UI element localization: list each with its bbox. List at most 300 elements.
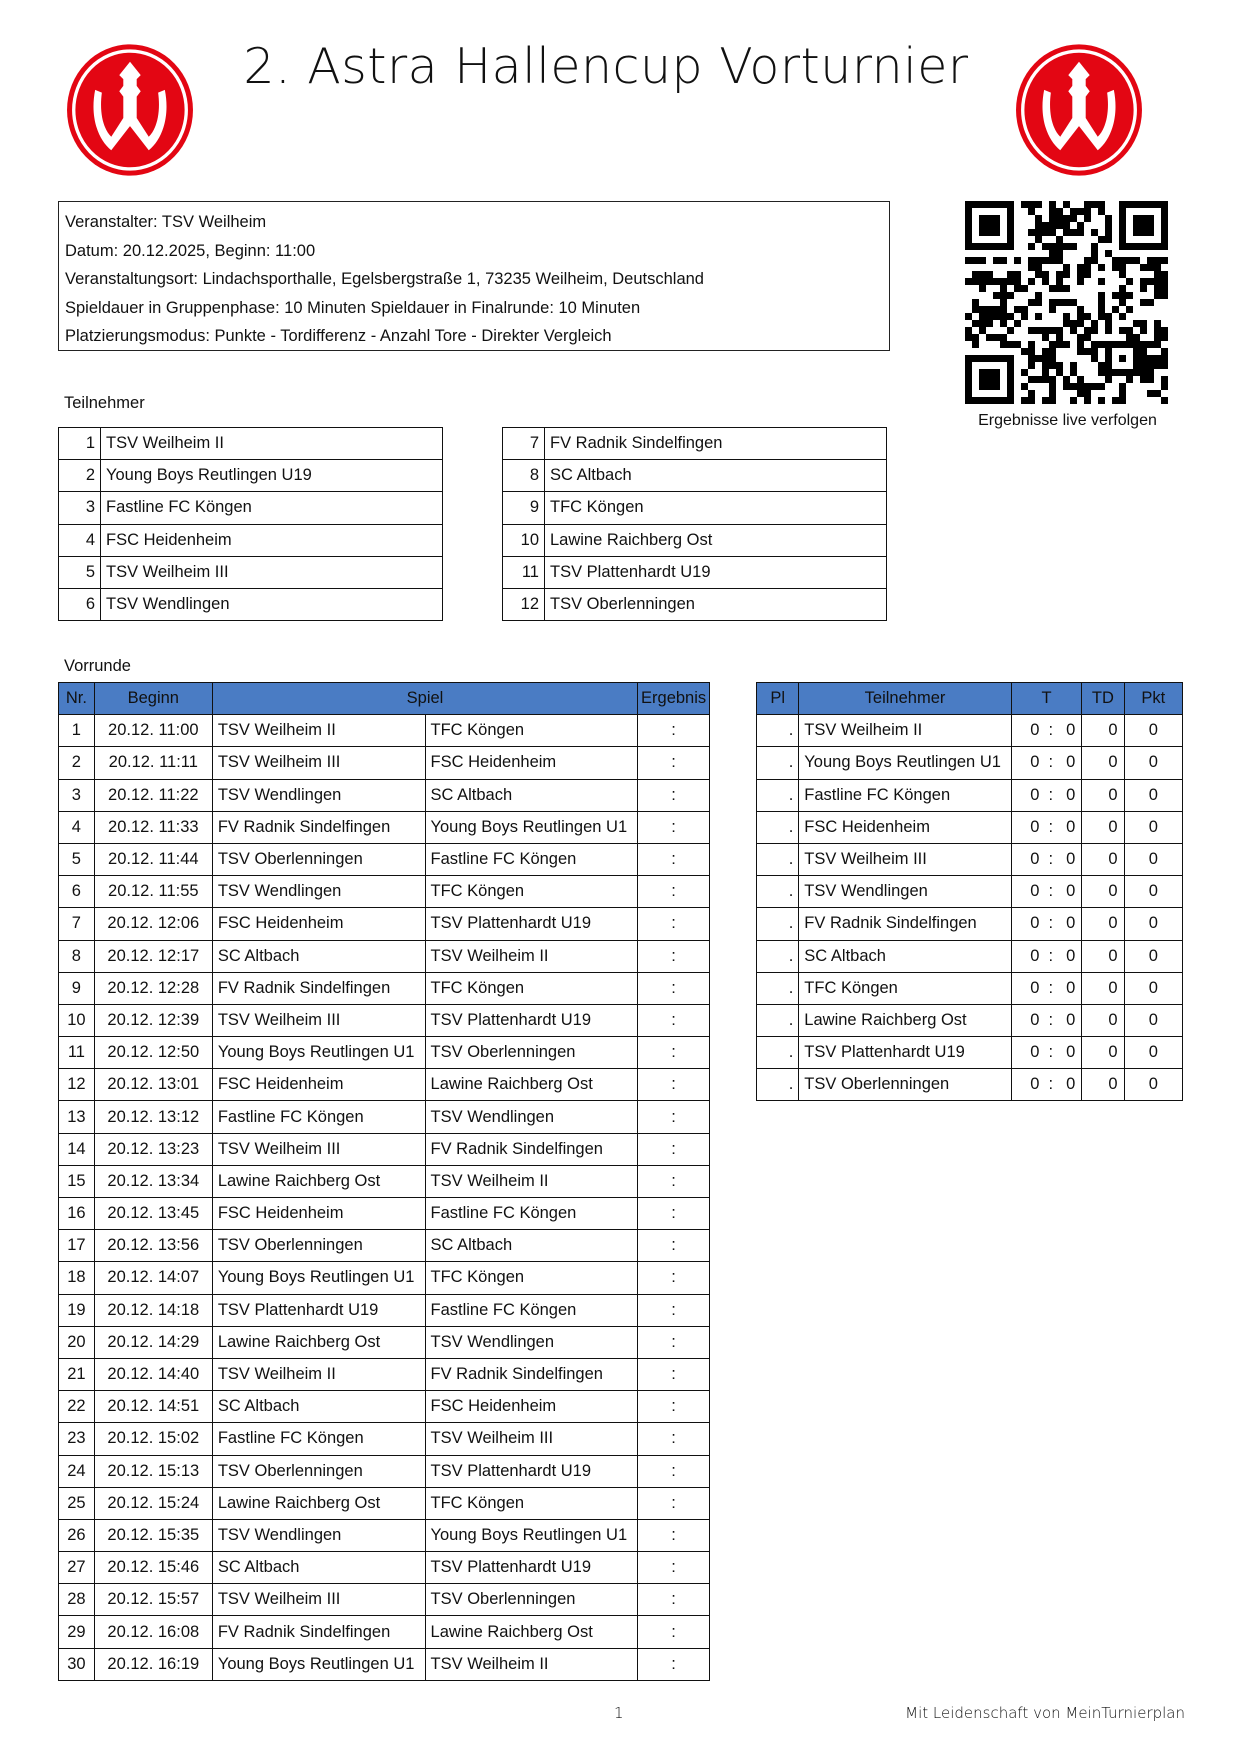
game-row [59, 715, 710, 747]
col-beginn: Beginn [94, 683, 212, 715]
game-time: 20.12. 11:00 [94, 715, 212, 747]
goals-for: 0 [1030, 721, 1040, 740]
game-row [59, 1519, 710, 1551]
participant-name: FSC Heidenheim [101, 524, 443, 556]
game-row [59, 1198, 710, 1230]
goals-against: 0 [1066, 882, 1076, 901]
home-team: TSV Weilheim III [212, 747, 425, 779]
game-result: : [638, 811, 710, 843]
goals-against: 0 [1066, 1075, 1076, 1094]
game-result: : [638, 908, 710, 940]
col-td: TD [1082, 683, 1124, 715]
page-title: 2. Astra Hallencup Vorturnier [243, 38, 969, 95]
home-team: TSV Weilheim III [212, 1004, 425, 1036]
participant-name: TSV Weilheim III [101, 556, 443, 588]
goals-for: 0 [1030, 753, 1040, 772]
col-spiel: Spiel [212, 683, 637, 715]
standings-row [757, 908, 1183, 940]
game-result: : [638, 1487, 710, 1519]
game-number: 6 [59, 876, 95, 908]
participant-number: 1 [59, 428, 101, 460]
away-team: FSC Heidenheim [425, 1391, 638, 1423]
game-time: 20.12. 13:34 [94, 1165, 212, 1197]
away-team: TSV Plattenhardt U19 [425, 1455, 638, 1487]
standings-team: TFC Köngen [799, 972, 1011, 1004]
standings-team: FSC Heidenheim [799, 811, 1011, 843]
goals-for: 0 [1030, 914, 1040, 933]
col-pkt: Pkt [1124, 683, 1182, 715]
game-number: 15 [59, 1165, 95, 1197]
col-teilnehmer: Teilnehmer [799, 683, 1011, 715]
participant-name: Fastline FC Köngen [101, 492, 443, 524]
away-team: FV Radnik Sindelfingen [425, 1358, 638, 1390]
home-team: Fastline FC Köngen [212, 1101, 425, 1133]
tournament-info-box [58, 201, 890, 351]
goal-difference: 0 [1082, 908, 1124, 940]
game-time: 20.12. 13:12 [94, 1101, 212, 1133]
standings-row [757, 747, 1183, 779]
col-ergebnis: Ergebnis [638, 683, 710, 715]
standings-row [757, 940, 1183, 972]
away-team: Young Boys Reutlingen U1 [425, 811, 638, 843]
away-team: TSV Wendlingen [425, 1326, 638, 1358]
game-row [59, 1455, 710, 1487]
game-time: 20.12. 12:28 [94, 972, 212, 1004]
game-row [59, 972, 710, 1004]
home-team: FV Radnik Sindelfingen [212, 972, 425, 1004]
game-row [59, 1648, 710, 1680]
goals [1011, 1037, 1081, 1069]
away-team: Lawine Raichberg Ost [425, 1069, 638, 1101]
standings-row [757, 715, 1183, 747]
away-team: TSV Weilheim II [425, 1165, 638, 1197]
organizer-line: Veranstalter: TSV Weilheim [65, 213, 267, 231]
home-team: TSV Plattenhardt U19 [212, 1294, 425, 1326]
away-team: Fastline FC Köngen [425, 843, 638, 875]
ranking-mode-line: Platzierungsmodus: Punkte - Tordifferenz - Anzahl Tore - Direkter Vergleich [65, 327, 612, 345]
game-time: 20.12. 16:19 [94, 1648, 212, 1680]
participant-number: 6 [59, 588, 101, 620]
standings-row [757, 843, 1183, 875]
game-row [59, 1069, 710, 1101]
game-number: 24 [59, 1455, 95, 1487]
away-team: Young Boys Reutlingen U1 [425, 1519, 638, 1551]
game-row [59, 1487, 710, 1519]
standings-table [756, 682, 1183, 1101]
home-team: FV Radnik Sindelfingen [212, 1616, 425, 1648]
away-team: TSV Plattenhardt U19 [425, 1552, 638, 1584]
game-number: 13 [59, 1101, 95, 1133]
goal-difference: 0 [1082, 811, 1124, 843]
place: . [757, 1037, 799, 1069]
game-time: 20.12. 12:17 [94, 940, 212, 972]
participant-name: SC Altbach [545, 460, 887, 492]
game-row [59, 1294, 710, 1326]
game-row [59, 1262, 710, 1294]
participant-name: TSV Wendlingen [101, 588, 443, 620]
game-result: : [638, 1584, 710, 1616]
goals-separator: : [1048, 817, 1054, 836]
participant-name: TFC Köngen [545, 492, 887, 524]
home-team: Young Boys Reutlingen U1 [212, 1262, 425, 1294]
goal-difference: 0 [1082, 779, 1124, 811]
standings-team: TSV Plattenhardt U19 [799, 1037, 1011, 1069]
game-result: : [638, 1294, 710, 1326]
goal-difference: 0 [1082, 1037, 1124, 1069]
col-tore: T [1011, 683, 1081, 715]
home-team: Lawine Raichberg Ost [212, 1326, 425, 1358]
goals-for: 0 [1030, 1043, 1040, 1062]
game-row [59, 1358, 710, 1390]
place: . [757, 908, 799, 940]
away-team: TFC Köngen [425, 1262, 638, 1294]
standings-header-row [757, 683, 1183, 715]
game-number: 9 [59, 972, 95, 1004]
col-pl: Pl [757, 683, 799, 715]
goals-for: 0 [1030, 882, 1040, 901]
participant-number: 11 [503, 556, 545, 588]
game-time: 20.12. 12:50 [94, 1037, 212, 1069]
participant-number: 2 [59, 460, 101, 492]
qr-code-icon[interactable] [965, 201, 1168, 404]
place: . [757, 811, 799, 843]
home-team: SC Altbach [212, 1552, 425, 1584]
goals-against: 0 [1066, 817, 1076, 836]
goals-against: 0 [1066, 914, 1076, 933]
standings-team: TSV Weilheim III [799, 843, 1011, 875]
game-number: 29 [59, 1616, 95, 1648]
date-line: Datum: 20.12.2025, Beginn: 11:00 [65, 241, 316, 260]
goals [1011, 747, 1081, 779]
col-nr: Nr. [59, 683, 95, 715]
away-team: Fastline FC Köngen [425, 1198, 638, 1230]
game-result: : [638, 779, 710, 811]
goals [1011, 843, 1081, 875]
goals-against: 0 [1066, 753, 1076, 772]
participant-row [59, 460, 443, 492]
goals-against: 0 [1066, 978, 1076, 997]
participant-row [503, 428, 887, 460]
goals-separator: : [1048, 785, 1054, 804]
goal-difference: 0 [1082, 843, 1124, 875]
game-row [59, 1101, 710, 1133]
game-result: : [638, 1037, 710, 1069]
game-number: 26 [59, 1519, 95, 1551]
standings-row [757, 972, 1183, 1004]
game-number: 16 [59, 1198, 95, 1230]
participant-row [59, 588, 443, 620]
home-team: Lawine Raichberg Ost [212, 1165, 425, 1197]
game-time: 20.12. 15:46 [94, 1552, 212, 1584]
home-team: Young Boys Reutlingen U1 [212, 1648, 425, 1680]
goals [1011, 1004, 1081, 1036]
goals [1011, 940, 1081, 972]
participants-table-right [502, 427, 887, 621]
goal-difference: 0 [1082, 876, 1124, 908]
goals-against: 0 [1066, 1010, 1076, 1029]
goals [1011, 1069, 1081, 1101]
game-number: 3 [59, 779, 95, 811]
game-time: 20.12. 14:18 [94, 1294, 212, 1326]
game-number: 21 [59, 1358, 95, 1390]
points: 0 [1124, 1004, 1182, 1036]
game-result: : [638, 1358, 710, 1390]
game-row [59, 811, 710, 843]
game-result: : [638, 1519, 710, 1551]
away-team: TSV Weilheim III [425, 1423, 638, 1455]
participant-number: 12 [503, 588, 545, 620]
game-row [59, 1230, 710, 1262]
goals-separator: : [1048, 1043, 1054, 1062]
goals-separator: : [1048, 1075, 1054, 1094]
participant-name: TSV Weilheim II [101, 428, 443, 460]
participant-name: FV Radnik Sindelfingen [545, 428, 887, 460]
standings-team: TSV Wendlingen [799, 876, 1011, 908]
footer-credit: Mit Leidenschaft von MeinTurnierplan [905, 1704, 1185, 1722]
standings-row [757, 1069, 1183, 1101]
game-result: : [638, 940, 710, 972]
home-team: TSV Weilheim III [212, 1584, 425, 1616]
goals [1011, 811, 1081, 843]
game-result: : [638, 1262, 710, 1294]
away-team: TSV Wendlingen [425, 1101, 638, 1133]
game-time: 20.12. 11:22 [94, 779, 212, 811]
home-team: TSV Oberlenningen [212, 843, 425, 875]
home-team: Young Boys Reutlingen U1 [212, 1037, 425, 1069]
participant-row [503, 556, 887, 588]
participant-name: Young Boys Reutlingen U19 [101, 460, 443, 492]
participant-number: 8 [503, 460, 545, 492]
standings-team: Lawine Raichberg Ost [799, 1004, 1011, 1036]
goals-separator: : [1048, 946, 1054, 965]
away-team: TSV Weilheim II [425, 940, 638, 972]
points: 0 [1124, 1037, 1182, 1069]
game-number: 12 [59, 1069, 95, 1101]
away-team: TSV Oberlenningen [425, 1037, 638, 1069]
game-row [59, 779, 710, 811]
standings-team: SC Altbach [799, 940, 1011, 972]
game-time: 20.12. 15:35 [94, 1519, 212, 1551]
home-team: TSV Wendlingen [212, 779, 425, 811]
goals-for: 0 [1030, 785, 1040, 804]
home-team: TSV Wendlingen [212, 1519, 425, 1551]
points: 0 [1124, 972, 1182, 1004]
participant-number: 7 [503, 428, 545, 460]
participant-number: 3 [59, 492, 101, 524]
home-team: FSC Heidenheim [212, 1198, 425, 1230]
game-number: 20 [59, 1326, 95, 1358]
game-result: : [638, 876, 710, 908]
game-time: 20.12. 11:33 [94, 811, 212, 843]
standings-team: TSV Weilheim II [799, 715, 1011, 747]
game-row [59, 940, 710, 972]
away-team: TSV Plattenhardt U19 [425, 908, 638, 940]
away-team: TFC Köngen [425, 715, 638, 747]
goal-difference: 0 [1082, 1069, 1124, 1101]
points: 0 [1124, 908, 1182, 940]
standings-team: TSV Oberlenningen [799, 1069, 1011, 1101]
away-team: TFC Köngen [425, 972, 638, 1004]
game-number: 17 [59, 1230, 95, 1262]
participant-row [503, 460, 887, 492]
game-number: 4 [59, 811, 95, 843]
points: 0 [1124, 779, 1182, 811]
game-result: : [638, 1616, 710, 1648]
game-time: 20.12. 15:24 [94, 1487, 212, 1519]
game-result: : [638, 1552, 710, 1584]
participant-name: TSV Plattenhardt U19 [545, 556, 887, 588]
away-team: SC Altbach [425, 1230, 638, 1262]
participant-number: 4 [59, 524, 101, 556]
points: 0 [1124, 876, 1182, 908]
goals-separator: : [1048, 721, 1054, 740]
game-row [59, 843, 710, 875]
game-time: 20.12. 14:40 [94, 1358, 212, 1390]
game-time: 20.12. 15:57 [94, 1584, 212, 1616]
goals [1011, 876, 1081, 908]
away-team: TFC Köngen [425, 1487, 638, 1519]
game-result: : [638, 843, 710, 875]
away-team: SC Altbach [425, 779, 638, 811]
game-result: : [638, 1648, 710, 1680]
goal-difference: 0 [1082, 715, 1124, 747]
game-number: 18 [59, 1262, 95, 1294]
game-time: 20.12. 14:07 [94, 1262, 212, 1294]
away-team: FSC Heidenheim [425, 747, 638, 779]
game-row [59, 1133, 710, 1165]
home-team: TSV Oberlenningen [212, 1230, 425, 1262]
home-team: TSV Oberlenningen [212, 1455, 425, 1487]
game-result: : [638, 1165, 710, 1197]
game-result: : [638, 1230, 710, 1262]
goals-separator: : [1048, 978, 1054, 997]
game-row [59, 1552, 710, 1584]
game-number: 5 [59, 843, 95, 875]
goals-separator: : [1048, 914, 1054, 933]
game-result: : [638, 1326, 710, 1358]
home-team: FSC Heidenheim [212, 1069, 425, 1101]
goals-for: 0 [1030, 946, 1040, 965]
goal-difference: 0 [1082, 972, 1124, 1004]
qr-caption: Ergebnisse live verfolgen [978, 412, 1157, 429]
participant-row [59, 556, 443, 588]
game-number: 11 [59, 1037, 95, 1069]
standings-row [757, 1037, 1183, 1069]
club-logo-icon [1016, 44, 1142, 175]
game-number: 28 [59, 1584, 95, 1616]
game-time: 20.12. 12:06 [94, 908, 212, 940]
game-row [59, 1391, 710, 1423]
schedule-table [58, 682, 710, 1681]
goals-for: 0 [1030, 1075, 1040, 1094]
participants-label: Teilnehmer [64, 394, 145, 412]
home-team: Lawine Raichberg Ost [212, 1487, 425, 1519]
game-row [59, 1165, 710, 1197]
game-row [59, 908, 710, 940]
game-time: 20.12. 13:01 [94, 1069, 212, 1101]
points: 0 [1124, 843, 1182, 875]
goal-difference: 0 [1082, 1004, 1124, 1036]
goals [1011, 908, 1081, 940]
participant-row [59, 524, 443, 556]
away-team: Lawine Raichberg Ost [425, 1616, 638, 1648]
away-team: FV Radnik Sindelfingen [425, 1133, 638, 1165]
away-team: TFC Köngen [425, 876, 638, 908]
game-result: : [638, 1391, 710, 1423]
standings-team: Fastline FC Köngen [799, 779, 1011, 811]
participants-table-left [58, 427, 443, 621]
standings-row [757, 876, 1183, 908]
points: 0 [1124, 811, 1182, 843]
game-number: 7 [59, 908, 95, 940]
points: 0 [1124, 1069, 1182, 1101]
participant-number: 5 [59, 556, 101, 588]
game-result: : [638, 715, 710, 747]
home-team: TSV Weilheim II [212, 715, 425, 747]
game-number: 22 [59, 1391, 95, 1423]
goals [1011, 972, 1081, 1004]
goals-for: 0 [1030, 850, 1040, 869]
game-result: : [638, 1101, 710, 1133]
game-result: : [638, 1198, 710, 1230]
place: . [757, 972, 799, 1004]
game-time: 20.12. 15:02 [94, 1423, 212, 1455]
place: . [757, 1004, 799, 1036]
points: 0 [1124, 747, 1182, 779]
vorrunde-label: Vorrunde [64, 657, 131, 675]
game-time: 20.12. 14:29 [94, 1326, 212, 1358]
game-row [59, 1004, 710, 1036]
game-number: 19 [59, 1294, 95, 1326]
participant-number: 10 [503, 524, 545, 556]
game-time: 20.12. 15:13 [94, 1455, 212, 1487]
goal-difference: 0 [1082, 747, 1124, 779]
participant-row [503, 524, 887, 556]
game-row [59, 876, 710, 908]
goals-for: 0 [1030, 817, 1040, 836]
place: . [757, 876, 799, 908]
home-team: SC Altbach [212, 1391, 425, 1423]
home-team: TSV Wendlingen [212, 876, 425, 908]
participant-row [503, 588, 887, 620]
game-time: 20.12. 12:39 [94, 1004, 212, 1036]
goals-against: 0 [1066, 785, 1076, 804]
schedule-header-row [59, 683, 710, 715]
goals-separator: : [1048, 850, 1054, 869]
participant-number: 9 [503, 492, 545, 524]
goals-against: 0 [1066, 1043, 1076, 1062]
page-number: 1 [614, 1704, 624, 1722]
game-result: : [638, 1069, 710, 1101]
place: . [757, 779, 799, 811]
game-time: 20.12. 11:55 [94, 876, 212, 908]
game-result: : [638, 1133, 710, 1165]
away-team: TSV Plattenhardt U19 [425, 1004, 638, 1036]
game-number: 25 [59, 1487, 95, 1519]
away-team: TSV Weilheim II [425, 1648, 638, 1680]
game-time: 20.12. 14:51 [94, 1391, 212, 1423]
game-row [59, 1423, 710, 1455]
goals-for: 0 [1030, 978, 1040, 997]
points: 0 [1124, 715, 1182, 747]
place: . [757, 747, 799, 779]
goals-separator: : [1048, 1010, 1054, 1029]
participant-name: Lawine Raichberg Ost [545, 524, 887, 556]
game-time: 20.12. 16:08 [94, 1616, 212, 1648]
home-team: TSV Weilheim III [212, 1133, 425, 1165]
goals-separator: : [1048, 753, 1054, 772]
standings-team: Young Boys Reutlingen U1 [799, 747, 1011, 779]
